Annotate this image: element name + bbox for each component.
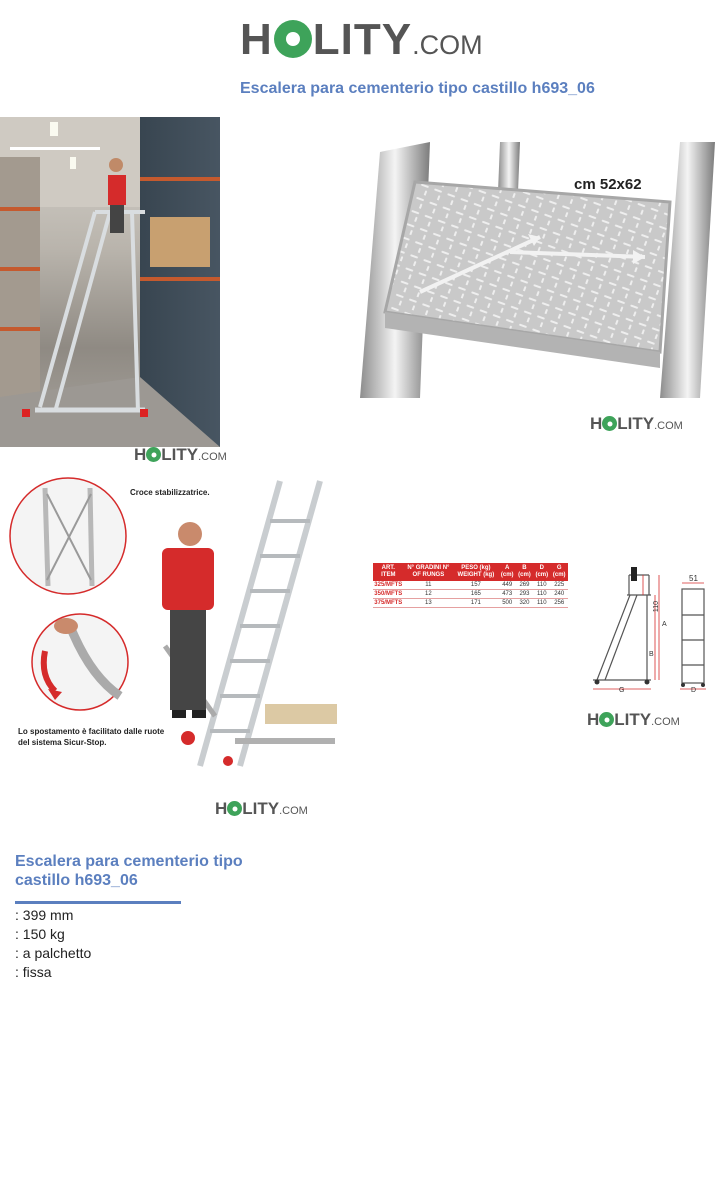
table-cell: 473	[499, 590, 516, 599]
spec-table	[373, 563, 568, 608]
logo-o-icon	[602, 416, 617, 431]
col-header: G (cm)	[550, 563, 568, 581]
brand-logo-text-left: H	[240, 15, 273, 64]
table-cell: 350/MFTS	[374, 591, 403, 597]
table-cell: 293	[516, 590, 533, 599]
table-cell: 320	[516, 599, 533, 608]
table-cell: 225	[550, 581, 568, 590]
product-photo-platform[interactable]	[360, 142, 720, 398]
product-name: Escalera para cementerio tipo castillo h693_06	[15, 853, 243, 889]
warehouse-scene	[0, 117, 220, 447]
table-row	[373, 599, 568, 608]
table-cell: 449	[499, 581, 516, 590]
brand-logo-suffix: .COM	[412, 30, 483, 60]
brand-logo-text-right: LITY	[312, 15, 413, 64]
platform-scene	[360, 142, 720, 398]
logo-text-left: H	[587, 710, 600, 729]
dim-label-top: 51	[689, 574, 698, 583]
logo-text-right: LITY	[161, 445, 199, 464]
dim-label-g: G	[619, 687, 625, 694]
table-cell: 12	[404, 590, 454, 599]
logo-suffix: .COM	[198, 451, 227, 463]
logo-text-right: LITY	[617, 414, 655, 433]
logo-text-left: H	[590, 414, 603, 433]
logo-text-right: LITY	[242, 799, 280, 818]
table-cell: 171	[453, 599, 498, 608]
table-cell: 375/MFTS	[374, 600, 403, 606]
diagram-logo	[587, 710, 680, 730]
features-photo-logo	[215, 799, 308, 819]
dimension-diagram[interactable]	[585, 565, 720, 695]
ladder-diagram	[585, 565, 720, 695]
table-cell: 157	[453, 581, 498, 590]
logo-text-left: H	[215, 799, 228, 818]
col-header: B (cm)	[516, 563, 533, 581]
table-cell: 165	[453, 590, 498, 599]
spec-line: : a palchetto	[15, 945, 92, 961]
product-name-underline	[15, 901, 181, 904]
feature-caption-top: Croce stabilizzatrice.	[130, 488, 210, 497]
platform-photo-logo	[590, 414, 683, 434]
table-cell: 240	[550, 590, 568, 599]
table-row	[373, 581, 568, 590]
spec-line: : 150 kg	[15, 926, 65, 942]
table-cell: 11	[404, 581, 454, 590]
logo-text-left: H	[134, 445, 147, 464]
table-cell: 325/MFTS	[374, 582, 403, 588]
col-header: ART. ITEM	[373, 563, 404, 581]
col-header: PESO (kg) WEIGHT (kg)	[453, 563, 498, 581]
table-cell: 110	[533, 599, 550, 608]
table-row	[373, 590, 568, 599]
table-cell: 110	[533, 581, 550, 590]
col-header: N° GRADINI N° OF RUNGS	[404, 563, 454, 581]
table-cell: 269	[516, 581, 533, 590]
feature-caption-bottom: Lo spostamento è facilitato dalle ruote del sistema Sicur-Stop.	[18, 727, 165, 747]
dim-label-110: 110	[653, 600, 661, 613]
spec-table-header-row	[373, 563, 568, 581]
logo-suffix: .COM	[651, 716, 680, 728]
table-cell: 500	[499, 599, 516, 608]
product-photo-warehouse[interactable]	[0, 117, 227, 464]
logo-o-icon	[599, 712, 614, 727]
product-photo-features[interactable]	[0, 476, 340, 776]
spec-line: : 399 mm	[15, 907, 74, 923]
dim-label-b: B	[649, 651, 654, 658]
table-cell: 110	[533, 590, 550, 599]
dim-label-d: D	[691, 687, 697, 694]
brand-logo-o-icon	[274, 20, 312, 58]
page-title: Escalera para cementerio tipo castillo h693_06	[240, 80, 595, 97]
brand-logo[interactable]	[240, 14, 483, 66]
logo-suffix: .COM	[279, 805, 308, 817]
logo-o-icon	[227, 801, 242, 816]
dim-label-a: A	[662, 621, 667, 628]
logo-text-right: LITY	[614, 710, 652, 729]
logo-o-icon	[146, 447, 161, 462]
logo-suffix: .COM	[654, 420, 683, 432]
col-header: D (cm)	[533, 563, 550, 581]
platform-size-label: cm 52x62	[574, 176, 642, 193]
table-cell: 13	[404, 599, 454, 608]
table-cell: 256	[550, 599, 568, 608]
col-header: A (cm)	[499, 563, 516, 581]
warehouse-photo-logo	[134, 445, 227, 465]
spec-line: : fissa	[15, 964, 52, 980]
